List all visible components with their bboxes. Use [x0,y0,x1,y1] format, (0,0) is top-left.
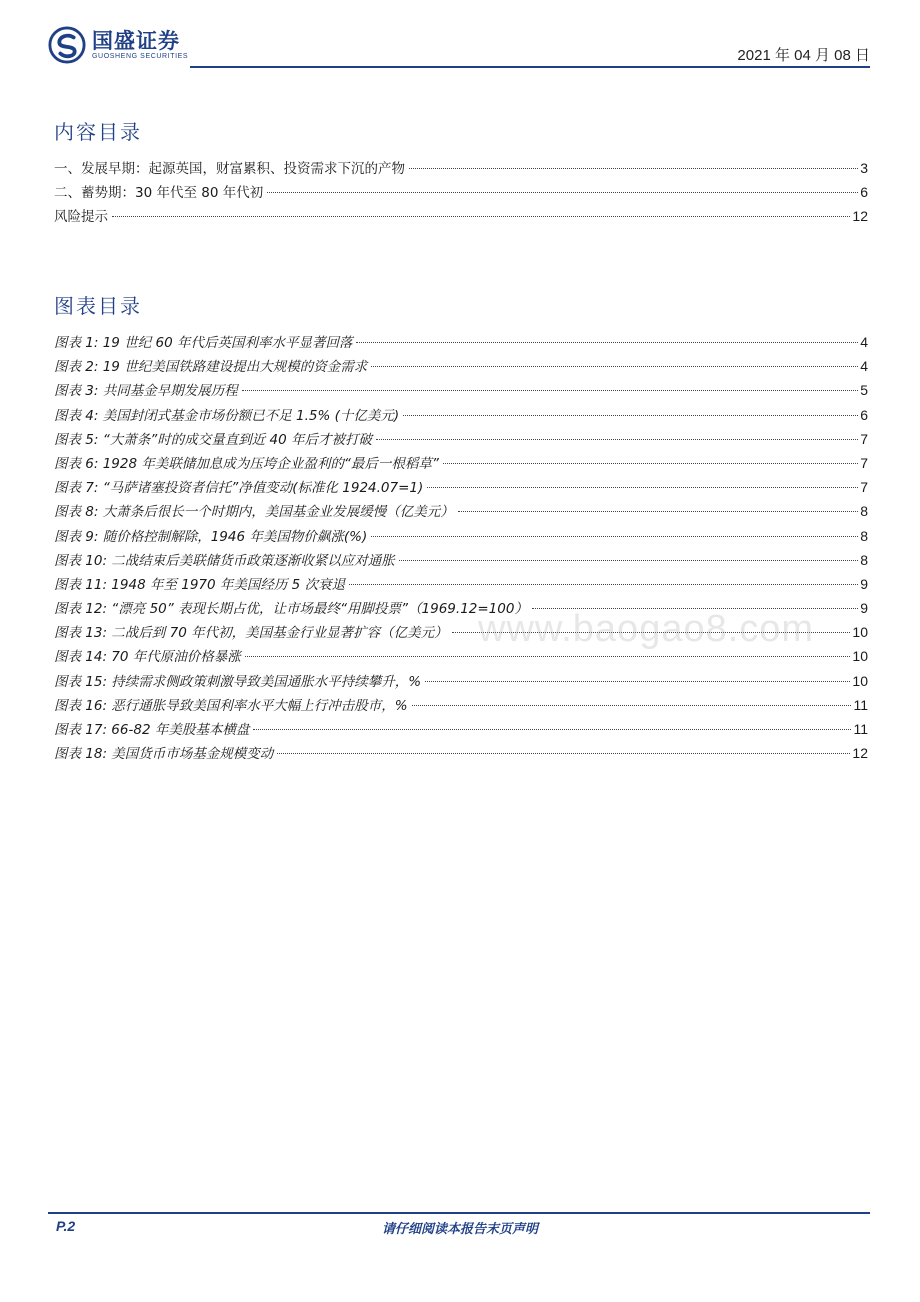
leader-dots [371,366,858,367]
toc-item-page: 6 [860,184,868,200]
toc-item-label: 一、发展早期：起源英国，财富累积、投资需求下沉的产物 [54,161,405,177]
figure-item-page: 4 [860,358,868,375]
figure-item[interactable] [54,355,868,379]
figure-item-page: 11 [853,696,868,713]
leader-dots [409,168,858,169]
figure-item-label: 图表 13: 二战后到 70 年代初，美国基金行业显著扩容（亿美元） [54,625,448,642]
toc-item-page: 12 [852,208,868,224]
figure-item[interactable] [54,670,868,694]
contents-title: 内容目录 [54,120,142,144]
figure-item-page: 12 [852,745,868,762]
figure-item-page: 11 [853,721,868,737]
page-header [48,26,870,68]
toc-item-label: 风险提示 [54,209,108,225]
toc-item[interactable] [54,181,868,205]
figure-item[interactable] [54,694,868,718]
report-date: 2021 年 04 月 08 日 [737,47,870,64]
figure-item-label: 图表 16: 恶行通胀导致美国利率水平大幅上行冲击股市，% [54,697,408,714]
figure-item-page: 4 [860,334,868,350]
figure-item-page: 10 [852,624,868,641]
figure-item[interactable] [54,500,868,524]
figures-title: 图表目录 [54,294,142,318]
figure-item-page: 5 [860,382,868,399]
leader-dots [242,390,858,391]
figure-item-label: 图表 7: “马萨诸塞投资者信托”净值变动(标准化 1924.07=1) [54,480,424,497]
figure-item-label: 图表 3: 共同基金早期发展历程 [54,383,238,400]
figure-item-page: 8 [860,527,868,544]
toc-item[interactable] [54,205,868,229]
figure-item-page: 8 [860,503,868,520]
figure-item[interactable] [54,452,868,476]
figure-item-label: 图表 14: 70 年代原油价格暴涨 [54,649,241,666]
figure-item-page: 7 [860,454,868,471]
company-name-en: GUOSHENG SECURITIES [92,52,189,60]
figure-item[interactable] [54,428,868,452]
figure-item-page: 10 [852,672,868,689]
figure-item[interactable] [54,379,868,403]
figure-item-page: 6 [860,406,868,423]
figure-item-label: 图表 4: 美国封闭式基金市场份额已不足 1.5% (十亿美元) [54,407,400,424]
figure-item-page: 9 [860,575,868,592]
figure-item-label: 图表 1: 19 世纪 60 年代后英国利率水平显著回落 [54,335,353,351]
figure-item-label: 图表 6: 1928 年美联储加息成为压垮企业盈利的“最后一根稻草” [54,455,439,472]
figure-item[interactable] [54,404,868,428]
watermark: www.baogao8.com [478,608,815,650]
figure-item-label: 图表 10: 二战结束后美联储货币政策逐渐收紧以应对通胀 [54,552,395,569]
leader-dots [277,753,850,754]
figure-item-label: 图表 9: 随价格控制解除，1946 年美国物价飙涨(%) [54,528,368,545]
footer-divider [48,1212,870,1214]
leader-dots [412,705,852,706]
leader-dots [356,342,858,343]
leader-dots [425,681,850,682]
toc-item-page: 3 [860,160,868,176]
figure-item-page: 10 [852,648,868,665]
figure-item-label: 图表 18: 美国货币市场基金规模变动 [54,746,274,763]
figure-item[interactable] [54,742,868,766]
figure-item-page: 7 [860,479,868,496]
leader-dots [349,584,858,585]
guosheng-logo-icon [48,26,86,64]
leader-dots [443,463,858,464]
toc-item[interactable] [54,157,868,181]
figure-item[interactable] [54,573,868,597]
figure-item-page: 8 [860,551,868,568]
figure-item[interactable] [54,525,868,549]
leader-dots [253,729,851,730]
figure-item-label: 图表 15: 持续需求侧政策刺激导致美国通胀水平持续攀升，% [54,673,422,690]
figure-item[interactable] [54,331,868,355]
figure-item-label: 图表 5: “大萧条”时的成交量直到近 40 年后才被打破 [54,431,372,448]
figure-item-label: 图表 11: 1948 年至 1970 年美国经历 5 次衰退 [54,576,346,593]
figure-item[interactable] [54,718,868,742]
figure-item-label: 图表 17: 66-82 年美股基本横盘 [54,722,250,738]
page-number: P.2 [56,1218,76,1234]
footer-disclaimer: 请仔细阅读本报告末页声明 [381,1222,538,1237]
figure-item-label: 图表 2: 19 世纪美国铁路建设提出大规模的资金需求 [54,359,368,376]
figure-item-page: 7 [860,430,868,447]
leader-dots [267,192,858,193]
company-logo [48,26,188,64]
leader-dots [403,415,858,416]
figure-item-page: 9 [860,600,868,617]
leader-dots [245,656,851,657]
contents-list [54,157,868,229]
leader-dots [376,439,858,440]
figure-item-label: 图表 12: “漂亮 50” 表现长期占优，让市场最终“用脚投票”（1969.12=100） [54,601,528,618]
header-divider [190,66,870,68]
leader-dots [371,536,858,537]
leader-dots [399,560,858,561]
toc-item-label: 二、蓄势期：30 年代至 80 年代初 [54,185,264,201]
leader-dots [427,487,858,488]
leader-dots [458,511,858,512]
figure-item[interactable] [54,476,868,500]
company-name-cn: 国盛证券 [92,28,180,53]
figure-item[interactable] [54,549,868,573]
leader-dots [112,216,850,217]
figure-item-label: 图表 8: 大萧条后很长一个时期内，美国基金业发展缓慢（亿美元） [54,504,454,521]
figures-list [54,331,868,766]
